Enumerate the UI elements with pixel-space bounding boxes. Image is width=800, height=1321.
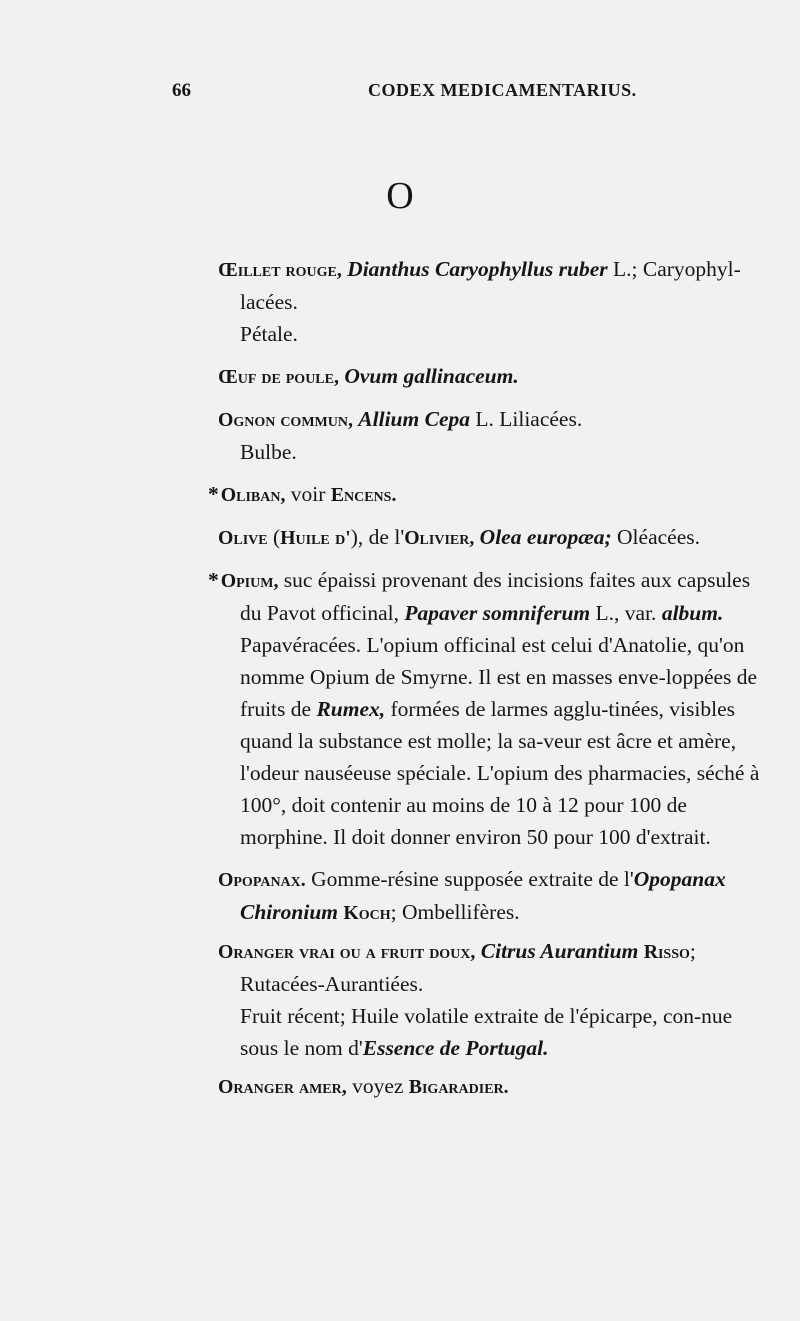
- entry-text: Fruit récent; Huile volatile extraite de l'épicarpe, con-nue sous le nom d': [240, 1004, 733, 1060]
- page-number: 66: [172, 80, 191, 101]
- entry-olive: [218, 521, 766, 554]
- entry-headword: Ognon commun,: [218, 409, 353, 431]
- entry-text: Papavéracées. L'opium officinal est celui d'Anatolie, qu'on nomme Opium de Smyrne. Il est en masses enve-loppées de fruits de: [240, 633, 758, 721]
- entry-text: voyez: [352, 1074, 404, 1098]
- entry-headword: Opopanax.: [218, 869, 306, 891]
- latin-name: Citrus Aurantium: [480, 939, 639, 963]
- official-star-mark: *: [208, 482, 219, 506]
- entry-headword: Opium,: [220, 570, 279, 592]
- entry-text: ; Rutacées-Aurantiées.: [240, 939, 696, 996]
- entry-oranger-vrai: [218, 935, 766, 1064]
- cross-reference: Encens.: [330, 484, 397, 506]
- entry-text: suc épaissi provenant des incisions faites aux capsules du Pavot officinal,: [240, 568, 751, 625]
- section-letter: O: [386, 175, 414, 217]
- entry-text: Oléacées.: [617, 525, 700, 549]
- entry-text: formées de larmes agglu-tinées, visibles quand la substance est molle; la sa-veur est âcre et amère, l'odeur nauséeuse spéciale. L'opium des pharmacies, séché à 100°, doit contenir au moins de 10 à 12 pour 100 de morphine. Il doit donner environ 50 pour 100 d'extrait.: [240, 697, 760, 849]
- official-star-mark: *: [208, 568, 219, 592]
- entry-text: L., var.: [595, 601, 657, 625]
- entry-headword: Oliban,: [220, 484, 286, 506]
- latin-name: Rumex,: [316, 697, 386, 721]
- entry-oliban: [208, 478, 766, 511]
- entry-text: voir: [290, 482, 326, 506]
- drug-part: Bulbe.: [240, 440, 297, 464]
- entry-subhead-particle: d': [335, 527, 351, 549]
- entry-text: de l': [368, 525, 405, 549]
- author-name: Risso: [643, 941, 690, 963]
- entry-oeuf: [218, 360, 766, 393]
- drug-part: Pétale.: [240, 322, 298, 346]
- entry-text: L.; Caryophyl-lacées.: [240, 257, 741, 314]
- entry-headword: Oranger vrai ou a fruit doux,: [218, 941, 476, 963]
- entry-text: Gomme-résine supposée extraite de l': [311, 867, 634, 891]
- entry-headword: Œuf de poule,: [218, 366, 339, 388]
- latin-name: Dianthus Caryophyllus ruber: [347, 257, 608, 281]
- entry-opopanax: [218, 863, 766, 929]
- entry-text: ; Ombellifères.: [390, 900, 520, 924]
- latin-name: Ovum gallinaceum.: [344, 364, 519, 388]
- entry-ognon: [218, 403, 766, 468]
- author-name: Koch: [343, 902, 391, 924]
- entry-oranger-amer: [218, 1070, 766, 1103]
- variety-name: album.: [661, 601, 724, 625]
- entry-oeillet: [218, 253, 766, 350]
- latin-name: Olea europæa;: [479, 525, 612, 549]
- entry-subhead: Huile: [280, 527, 330, 549]
- entry-headword: Oranger amer,: [218, 1076, 347, 1098]
- entry-text: ),: [350, 525, 364, 549]
- latin-name: Opopanax Chironium: [240, 867, 726, 924]
- latin-name: Papaver somniferum: [404, 601, 591, 625]
- latin-name: Allium Cepa: [358, 407, 470, 431]
- entry-opium: [208, 564, 766, 853]
- entry-text: L. Liliacées.: [475, 407, 583, 431]
- drug-part-description: [218, 1000, 766, 1064]
- entry-subhead: Olivier,: [404, 527, 475, 549]
- entry-list: [208, 253, 766, 1113]
- entry-headword: Œillet rouge,: [218, 259, 342, 281]
- entry-text: (: [272, 525, 281, 549]
- product-name: Essence de Portugal.: [362, 1036, 549, 1060]
- cross-reference: Bigaradier.: [408, 1076, 509, 1098]
- running-title: CODEX MEDICAMENTARIUS.: [368, 80, 637, 100]
- entry-headword: Olive: [218, 527, 268, 549]
